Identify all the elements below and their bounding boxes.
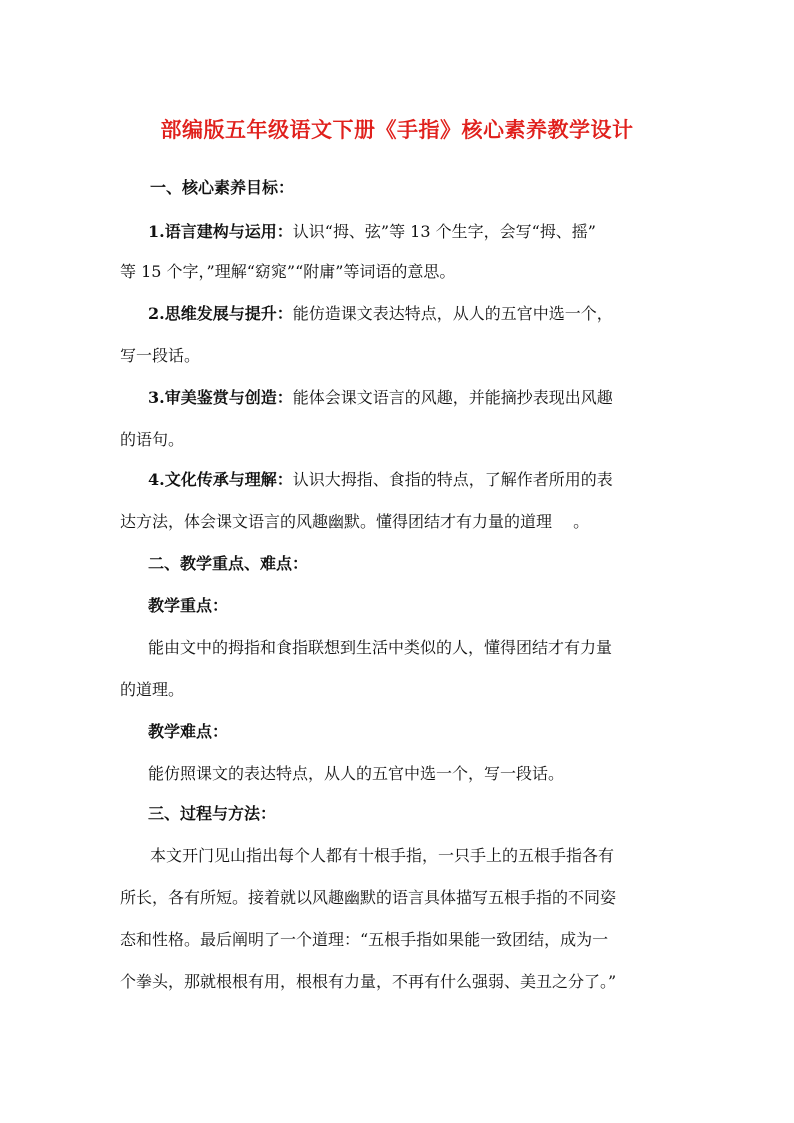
objective-4-label: 4.文化传承与理解： bbox=[148, 470, 293, 489]
key-points-line1: 能由文中的拇指和食指联想到生活中类似的人，懂得团结才有力量 bbox=[148, 638, 613, 657]
process-line-4: 个拳头，那就根根有用，根根有力量，不再有什么强弱、美丑之分了。” bbox=[120, 972, 617, 991]
objective-2-line1 bbox=[148, 304, 613, 324]
process-line-2: 所长，各有所短。接着就以风趣幽默的语言具体描写五根手指的不同姿 bbox=[120, 888, 617, 907]
objective-2-text: 能仿造课文表达特点，从人的五官中选一个， bbox=[292, 304, 613, 323]
section2-heading: 二、教学重点、难点： bbox=[148, 554, 309, 573]
objective-4-line1 bbox=[148, 470, 613, 490]
objective-1-line2: 等 15 个字，”理解“窈窕”“附庸”等词语的意思。 bbox=[120, 262, 456, 281]
objective-3-label: 3.审美鉴赏与创造： bbox=[148, 388, 293, 407]
process-line-3: 态和性格。最后阐明了一个道理：“五根手指如果能一致团结，成为一 bbox=[120, 930, 609, 949]
objective-1-text: 认识“拇、弦”等 13 个生字，会写“拇、摇” bbox=[292, 222, 596, 241]
objective-4-text: 认识大拇指、食指的特点，了解作者所用的表 bbox=[292, 470, 613, 489]
objective-2-label: 2.思维发展与提升： bbox=[148, 304, 293, 323]
objective-4-line2: 达方法，体会课文语言的风趣幽默。懂得团结才有力量的道理 。 bbox=[120, 512, 590, 531]
document-title: 部编版五年级语文下册《手指》核心素养教学设计 bbox=[160, 118, 634, 142]
section3-heading: 三、过程与方法： bbox=[148, 804, 277, 823]
objective-3-line2: 的语句。 bbox=[120, 430, 185, 449]
objective-3-line1 bbox=[148, 388, 613, 408]
difficulty-line1: 能仿照课文的表达特点，从人的五官中选一个，写一段话。 bbox=[148, 764, 565, 783]
objective-3-text: 能体会课文语言的风趣，并能摘抄表现出风趣 bbox=[292, 388, 613, 407]
key-points-label: 教学重点： bbox=[148, 596, 229, 615]
objective-2-line2: 写一段话。 bbox=[120, 346, 201, 365]
objective-1-label: 1.语言建构与运用： bbox=[148, 222, 293, 241]
key-points-line2: 的道理。 bbox=[120, 680, 185, 699]
process-line-1: 本文开门见山指出每个人都有十根手指，一只手上的五根手指各有 bbox=[150, 846, 615, 865]
objective-1-line1 bbox=[148, 222, 596, 242]
section1-heading: 一、核心素养目标： bbox=[150, 178, 295, 197]
difficulty-label: 教学难点： bbox=[148, 722, 229, 741]
